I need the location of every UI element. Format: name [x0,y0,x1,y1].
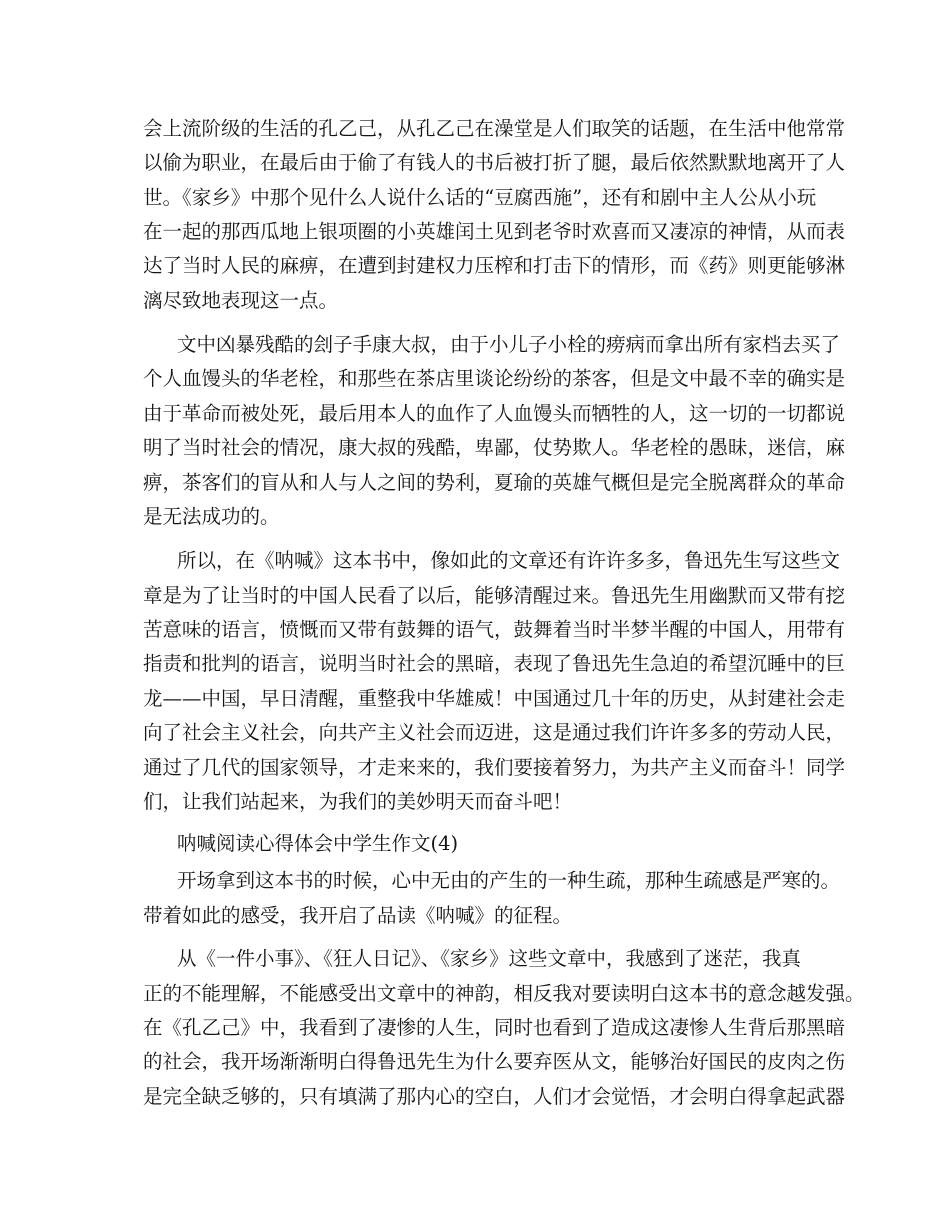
text-line: 章是为了让当时的中国人民看了以后，能够清醒过来。鲁迅先生用幽默而又带有挖 [143,584,846,607]
text-line: 是无法成功的。 [143,505,280,528]
text-line: 正的不能理解，不能感受出文章中的神韵，相反我对要读明白这本书的意念越发强。 [143,982,865,1005]
text-line: 漓尽致地表现这一点。 [143,289,339,312]
text-line: 会上流阶级的生活的孔乙己，从孔乙己在澡堂是人们取笑的话题，在生活中他常常 [143,117,846,140]
text-line: 由于革命而被处死，最后用本人的血作了人血馒头而牺牲的人，这一切的一切都说 [143,402,846,425]
text-line: 个人血馒头的华老栓，和那些在茶店里谈论纷纷的茶客，但是文中最不幸的确实是 [143,367,846,390]
text-line: 达了当时人民的麻痹，在遭到封建权力压榨和打击下的情形，而《药》则更能够淋 [143,254,846,277]
text-line: 从《一件小事》、《狂人日记》、《家乡》这些文章中，我感到了迷茫，我真 [177,947,802,970]
text-line: 向了社会主义社会，向共产主义社会而迈进，这是通过我们许许多多的劳动人民， [143,721,846,744]
text-line: 明了当时社会的情况，康大叔的残酷，卑鄙，仗势欺人。华老栓的愚昧，迷信，麻 [143,436,846,459]
text-line: 指责和批判的语言，说明当时社会的黑暗，表现了鲁迅先生急迫的希望沉睡中的巨 [143,652,846,675]
text-line: 开场拿到这本书的时候，心中无由的产生的一种生疏，那种生疏感是严寒的。 [177,869,841,892]
text-line: 在《孔乙己》中，我看到了凄惨的人生，同时也看到了造成这凄惨人生背后那黑暗 [143,1016,846,1039]
text-line: 苦意味的语言，愤慨而又带有鼓舞的语气，鼓舞着当时半梦半醒的中国人，用带有 [143,618,846,641]
text-line: 是完全缺乏够的，只有填满了那内心的空白，人们才会觉悟，才会明白得拿起武器 [143,1085,846,1108]
text-line: 在一起的那西瓜地上银项圈的小英雄闰土见到老爷时欢喜而又凄凉的神情，从而表 [143,220,846,243]
text-line: 龙——中国，早日清醒，重整我中华雄威！中国通过几十年的历史，从封建社会走 [143,687,846,710]
text-line: 的社会，我开场渐渐明白得鲁迅先生为什么要弃医从文，能够治好国民的皮肉之伤 [143,1050,846,1073]
text-line: 们，让我们站起来，为我们的美妙明天而奋斗吧！ [143,790,573,813]
text-line: 痹，茶客们的盲从和人与人之间的势利，夏瑜的英雄气概但是完全脱离群众的革命 [143,471,846,494]
text-line: 所以，在《呐喊》这本书中，像如此的文章还有许许多多，鲁迅先生写这些文 [177,549,841,572]
text-line: 通过了几代的国家领导，才走来来的，我们要接着努力，为共产主义而奋斗！同学 [143,756,846,779]
text-line: 带着如此的感受，我开启了品读《呐喊》的征程。 [143,904,573,927]
text-line: 以偷为职业，在最后由于偷了有钱人的书后被打折了腿，最后依然默默地离开了人 [143,151,846,174]
text-line: 世。《家乡》中那个见什么人说什么话的“豆腐西施”，还有和剧中主人公从小玩 [143,186,817,209]
section-heading: 呐喊阅读心得体会中学生作文(4) [177,832,459,855]
text-line: 文中凶暴残酷的刽子手康大叔，由于小儿子小栓的痨病而拿出所有家档去买了 [177,333,841,356]
